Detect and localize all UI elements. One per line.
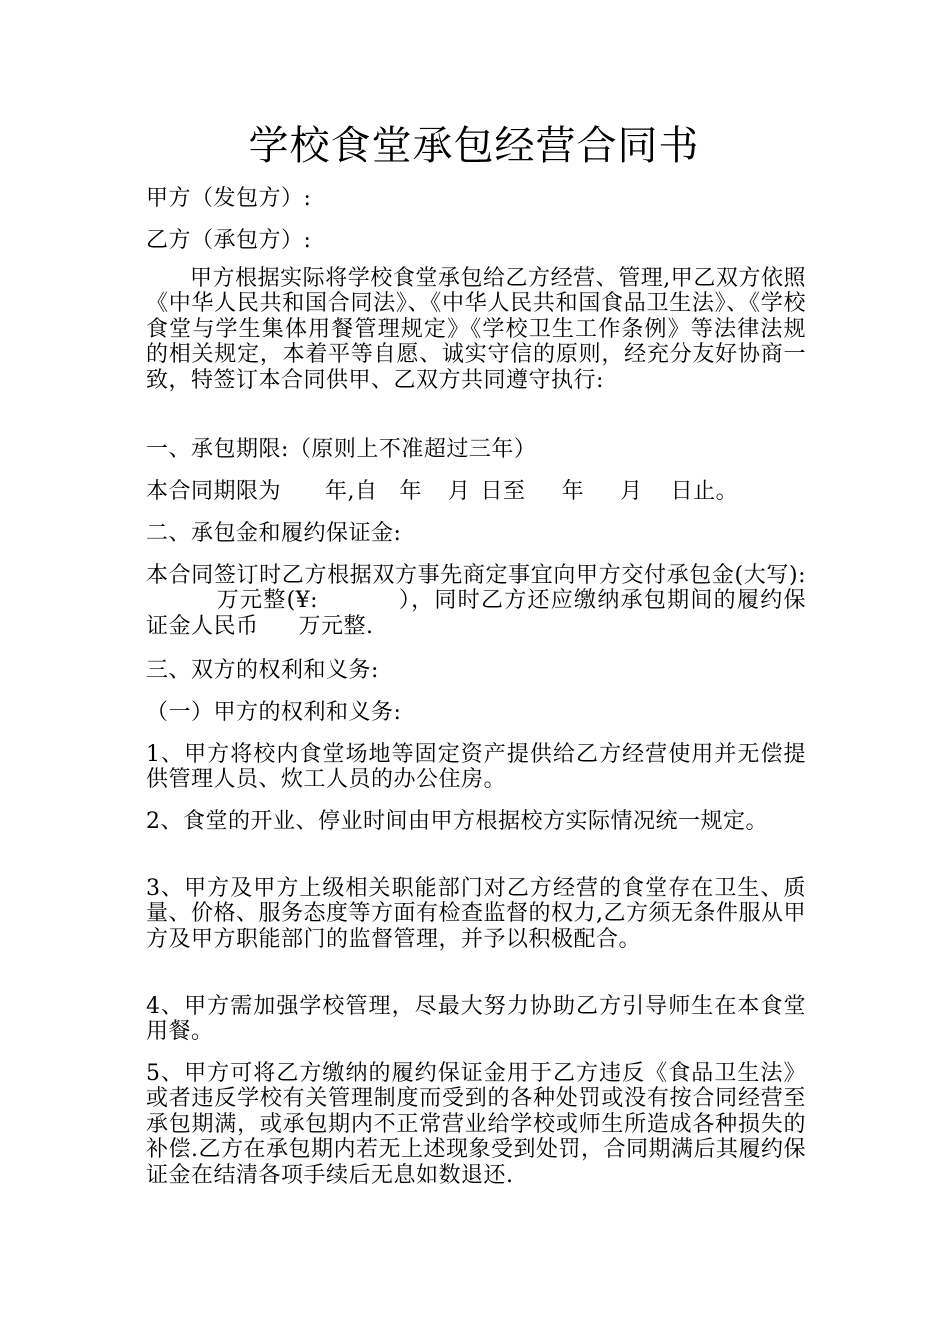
intro-paragraph: 甲方根据实际将学校食堂承包给乙方经营、管理,甲乙双方依照《中华人民共和国合同法》、《中华人民共和国食品卫生法》、《学校食堂与学生集体用餐管理规定》《学校卫生工作条例》等法律法规的相关规定，本着平等自愿、诚实守信的原则，经充分友好协商一致，特签订本合同供甲、乙双方共同遵守执行: xyxy=(146,266,806,393)
party-a-line: 甲方（发包方）: xyxy=(146,186,312,211)
fee-text-1: 本合同签订时乙方根据双方事先商定事宜向甲方交付承包金(大写): xyxy=(146,563,806,588)
section2-heading: 二、承包金和履约保证金: xyxy=(146,521,402,546)
list-item: 3、甲方及甲方上级相关职能部门对乙方经营的食堂存在卫生、质量、价格、服务态度等方面有检查监督的权力,乙方须无条件服从甲方及甲方职能部门的监督管理，并予以积极配合。 xyxy=(146,876,806,952)
term-text-8: 日止。 xyxy=(670,479,739,504)
fee-text-4: 万元整. xyxy=(298,613,374,639)
term-text-5: 日至 xyxy=(480,479,526,504)
term-text-4: 月 xyxy=(448,479,471,504)
party-b-line: 乙方（承包方）: xyxy=(146,228,312,253)
fee-paragraph xyxy=(146,563,806,639)
list-item: 4、甲方需加强学校管理，尽最大努力协助乙方引导师生在本食堂用餐。 xyxy=(146,994,806,1045)
term-text-1: 本合同期限为 xyxy=(146,479,282,504)
section3-heading: 三、双方的权利和义务: xyxy=(146,658,379,683)
term-line xyxy=(146,479,802,504)
list-item: 1、甲方将校内食堂场地等固定资产提供给乙方经营使用并无偿提供管理人员、炊工人员的办公住房。 xyxy=(146,742,806,793)
fee-text-3: ），同时乙方还应缴纳承包期间的履约保证金人民币 xyxy=(146,588,806,639)
term-text-7: 月 xyxy=(620,479,643,504)
document-title: 学校食堂承包经营合同书 xyxy=(248,123,700,169)
term-text-6: 年 xyxy=(561,479,585,504)
term-text-3: 年 xyxy=(399,479,423,504)
list-item: 5、甲方可将乙方缴纳的履约保证金用于乙方违反《食品卫生法》或者违反学校有关管理制度而受到的各种处罚或没有按合同经营至承包期满，或承包期内不正常营业给学校或师生所造成各种损失的补偿.乙方在承包期内若无上述现象受到处罚，合同期满后其履约保证金在结清各项手续后无息如数退还. xyxy=(146,1061,806,1188)
term-text-2: 年,自 xyxy=(325,479,378,504)
list-item: 2、食堂的开业、停业时间由甲方根据校方实际情况统一规定。 xyxy=(146,809,768,834)
subsection1-heading: （一）甲方的权利和义务: xyxy=(146,700,402,725)
section1-heading: 一、承包期限:（原则上不准超过三年） xyxy=(146,437,537,462)
fee-text-2: 万元整(¥: xyxy=(216,588,319,614)
